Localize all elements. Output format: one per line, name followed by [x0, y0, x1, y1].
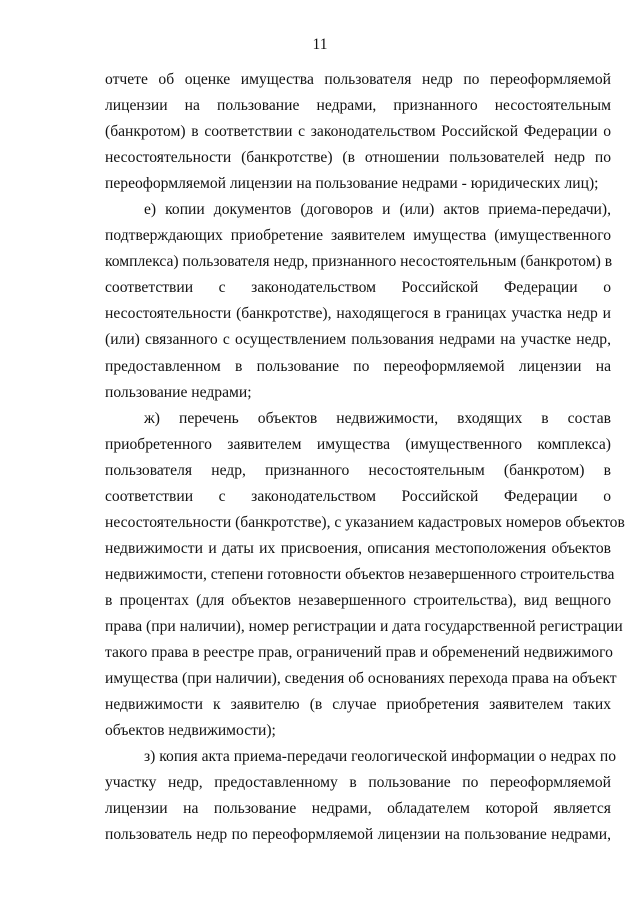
- text-line: переоформляемой лицензии на пользование недрами - юридических лиц);: [105, 175, 599, 193]
- paragraph: [105, 67, 611, 197]
- text-line: ж) перечень объектов недвижимости, входящих в состав: [144, 409, 611, 427]
- text-line: подтверждающих приобретение заявителем имущества (имущественного: [105, 227, 611, 245]
- text-line: соответствии с законодательством Российской Федерации о: [105, 487, 611, 505]
- text-line: лицензии на пользование недрами, признанного несостоятельным: [105, 97, 611, 115]
- paragraph: [105, 197, 611, 405]
- paragraph: [105, 744, 617, 848]
- text-line: имущества (при наличии), сведения об основаниях перехода права на объект: [105, 670, 617, 688]
- text-line: такого права в реестре прав, ограничений прав и обременений недвижимого: [105, 644, 613, 662]
- text-line: недвижимости и даты их присвоения, описания местоположения объектов: [105, 539, 611, 557]
- text-line: права (при наличии), номер регистрации и дата государственной регистрации: [105, 617, 623, 635]
- text-line: з) копия акта приема-передачи геологической информации о недрах по: [144, 748, 617, 766]
- page-number: 11: [312, 36, 328, 53]
- paragraph: [105, 406, 625, 745]
- text-line: отчете об оценке имущества пользователя недр по переоформляемой: [105, 71, 611, 88]
- text-line: пользование недрами;: [105, 383, 252, 401]
- text-line: несостоятельности (банкротстве) (в отношении пользователей недр по: [105, 149, 611, 167]
- text-line: предоставленном в пользование по переоформляемой лицензии на: [105, 357, 611, 375]
- text-line: приобретенного заявителем имущества (имущественного комплекса): [105, 435, 611, 453]
- text-line: пользователь недр по переоформляемой лицензии на пользование недрами,: [105, 826, 611, 844]
- text-line: лицензии на пользование недрами, обладателем которой является: [105, 800, 611, 818]
- document-body: [105, 67, 625, 848]
- text-line: недвижимости, степени готовности объектов незавершенного строительства: [105, 565, 615, 583]
- text-line: комплекса) пользователя недр, признанного несостоятельным (банкротом) в: [105, 253, 613, 271]
- text-line: объектов недвижимости);: [105, 722, 276, 740]
- text-line: несостоятельности (банкротстве), с указанием кадастровых номеров объектов: [105, 513, 625, 531]
- text-line: пользователя недр, признанного несостоятельным (банкротом) в: [105, 461, 611, 479]
- text-line: недвижимости к заявителю (в случае приобретения заявителем таких: [105, 696, 611, 714]
- text-line: участку недр, предоставленному в пользование по переоформляемой: [105, 774, 611, 792]
- text-line: несостоятельности (банкротстве), находящегося в границах участка недр и: [105, 305, 611, 323]
- text-line: в процентах (для объектов незавершенного строительства), вид вещного: [105, 591, 611, 609]
- text-line: е) копии документов (договоров и (или) актов приема-передачи),: [144, 201, 611, 219]
- text-line: (банкротом) в соответствии с законодательством Российской Федерации о: [105, 123, 611, 141]
- text-line: (или) связанного с осуществлением пользования недрами на участке недр,: [105, 331, 611, 349]
- text-line: соответствии с законодательством Российской Федерации о: [105, 279, 611, 297]
